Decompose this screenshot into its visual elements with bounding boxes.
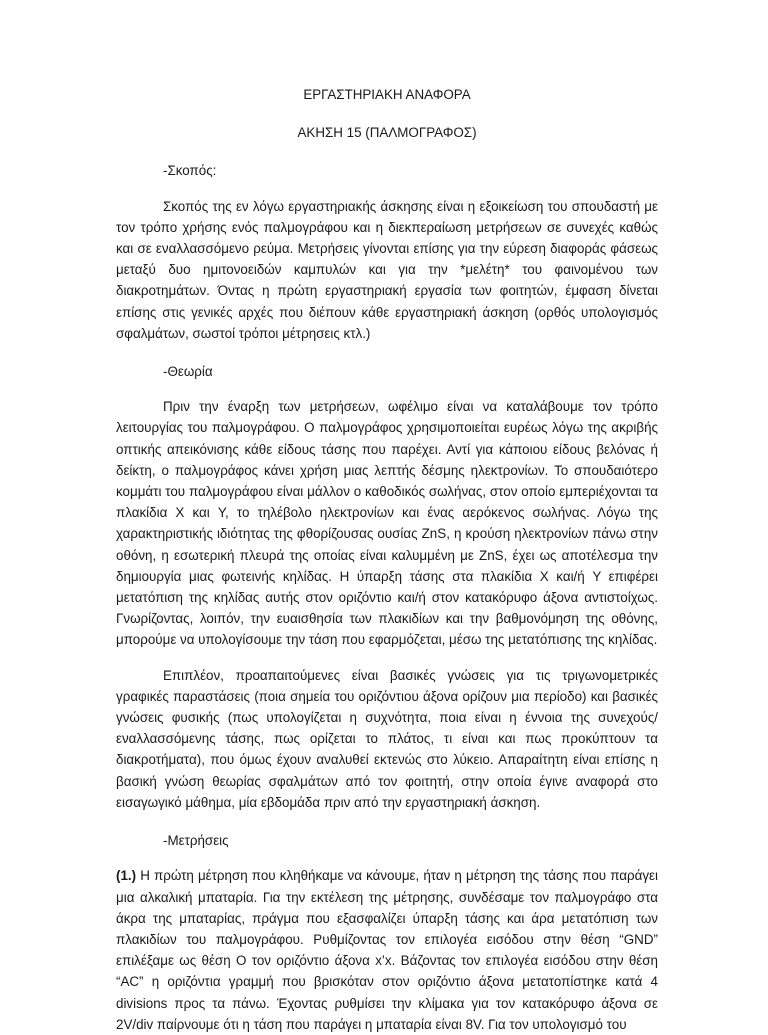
purpose-paragraph: Σκοπός της εν λόγω εργαστηριακής άσκησης είναι η εξοικείωση του σπουδαστή με τον τρόπο χρήσης ενός παλμογράφου και η διεκπεραίωση μετρήσεων σε συνεχές καθώς και σε εναλλασσόμενο ρεύμα. Μετρήσεις γίνονται επίσης για την εύρεση διαφοράς φάσεως μεταξύ δυο ημιτονοειδών καμπυλών και για την *μελέτη* του φαινομένου των διακροτημάτων. Όντας η πρώτη εργαστηριακή εργασία των φοιτητών, έμφαση δίνεται επίσης στις γενικές αρχές που διέπουν κάθε εργαστηριακή άσκηση (ορθός υπολογισμός σφαλμάτων, σωστοί τρόποι μέτρησεις κτλ.): [116, 198, 658, 341]
theory-paragraph-1: Πριν την έναρξη των μετρήσεων, ωφέλιμο είναι να καταλάβουμε τον τρόπο λειτουργίας του παλμογράφου. Ο παλμογράφος χρησιμοποιείται ευρέως λόγω της ακριβής οπτικής απεικόνισης κάθε είδους τάσης που παρέχει. Αντί για κάποιου είδους βελόνας ή δείκτη, ο παλμογράφος κάνει χρήση μιας λεπτής δέσμης ηλεκτρονίων. Το σπουδαιότερο κομμάτι του παλμογράφου είναι μάλλον ο καθοδικός σωλήνας, στον οποίο εμπεριέχονται τα πλακίδια X και Y, το τηλέβολο ηλεκτρονίων και ένας αερόκενος σωλήνας. Λόγω της χαρακτηριστικής ιδιότητας της φθορίζουσας ουσίας ZnS, η κρούση ηλεκτρονίων πάνω στην οθόνη, η εσωτερική πλευρά της οποίας είναι καλυμμένη με ZnS, έχει ως αποτέλεσμα την δημιουργία μιας φωτεινής κηλίδας. Η ύπαρξη τάσης στα πλακίδια X και/ή Y επιφέρει μετατόπιση της κηλίδας αυτής στον οριζόντιο και/ή στον κατακόρυφο άξονα αντιστοίχως. Γνωρίζοντας, λοιπόν, την ευαισθησία των πλακιδίων και την βαθμονόμηση της οθόνης, μπορούμε να υπολογίσουμε την τάση που εφαρμόζεται, μέσω της μετατόπισης της κηλίδας.: [116, 399, 658, 648]
measurement-1-paragraph: [116, 865, 658, 1035]
document-subtitle: ΑΚΗΣΗ 15 (ΠΑΛΜΟΓΡΑΦΟΣ): [297, 125, 477, 141]
theory-paragraph-2: Επιπλέον, προαπαιτούμενες είναι βασικές γνώσεις για τις τριγωνομετρικές γραφικές παραστάσεις (ποια σημεία του οριζόντιου άξονα ορίζουν μια περίοδο) και βασικές γνώσεις φυσικής (πως υπολογίζεται η συχνότητα, ποια είναι η έννοια της συνεχούς/εναλλασσόμενης τάσης, πως ορίζεται το πλάτος, τι είναι και πως προκύπτουν τα διακροτήματα), που όμως έχουν αναλυθεί εκτενώς στο λύκειο. Απαραίτητη είναι επίσης η βασική γνώση θεωρίας σφαλμάτων από τον φοιτητή, στην οποία έγινε αναφορά στο εισαγωγικό μάθημα, μία εβδομάδα πριν από την εργαστηριακή άσκηση.: [116, 667, 658, 810]
purpose-heading: -Σκοπός:: [163, 163, 217, 179]
measurements-heading: -Μετρήσεις: [163, 833, 229, 849]
measurement-1-text: Η πρώτη μέτρηση που κληθήκαμε να κάνουμε, ήταν η μέτρηση της τάσης που παράγει μια αλκαλική μπαταρία. Για την εκτέλεση της μέτρησης, συνδέσαμε τον παλμογράφο στα άκρα της μπαταρίας, πράγμα που εξασφαλίζει ύπαρξη τάσης και άρα μετατόπιση των πλακιδίων του παλμογράφου. Ρυθμίζοντας τον επιλογέα εισόδου στην θέση “GND” επιλέξαμε ως θέση Ο τον οριζόντιο άξονα x’x. Βάζοντας τον επιλογέα εισόδου στην θέση “AC” η οριζόντια γραμμή που βρισκόταν στον οριζόντιο άξονα μετατοπίστηκε κατά 4 divisions προς τα πάνω. Έχοντας ρυθμίσει την κλίμακα για τον κατακόρυφο άξονα σε 2V/div παίρνουμε ότι η τάση που παράγει η μπαταρία είναι 8V. Για τον υπολογισμό του: [116, 868, 658, 1032]
measurement-1-number: (1.): [116, 868, 137, 884]
theory-heading: -Θεωρία: [163, 364, 213, 380]
document-title: ΕΡΓΑΣΤΗΡΙΑΚΗ ΑΝΑΦΟΡΑ: [303, 87, 471, 102]
document-content: [116, 84, 658, 1035]
